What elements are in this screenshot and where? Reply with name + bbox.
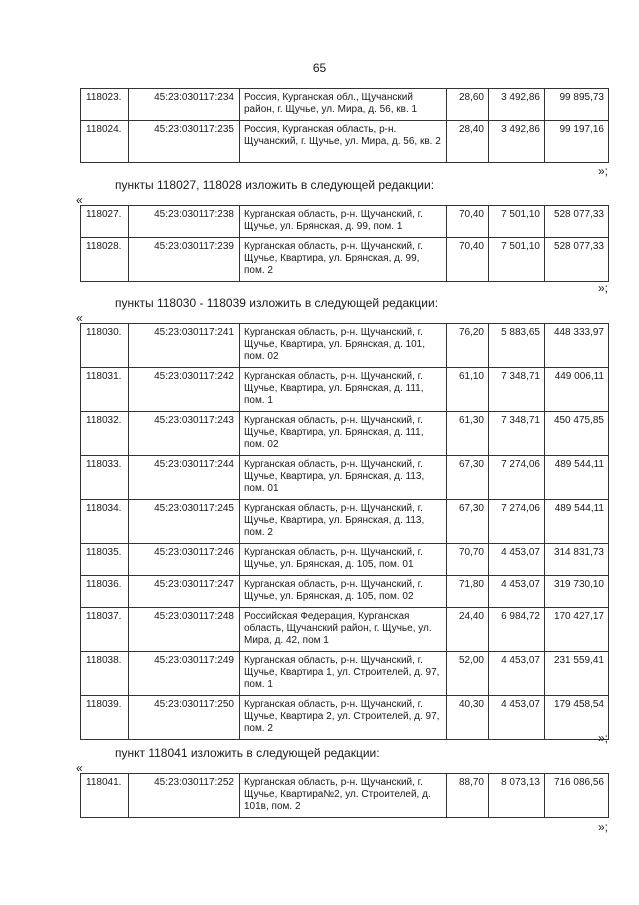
item-number: 118032. xyxy=(81,412,129,456)
price-per-unit: 7 274,06 xyxy=(489,456,545,500)
area: 28,60 xyxy=(447,89,489,121)
item-number: 118027. xyxy=(81,206,129,238)
area: 61,10 xyxy=(447,368,489,412)
property-table xyxy=(80,205,609,282)
property-table xyxy=(80,323,609,740)
opening-quote: « xyxy=(76,193,83,207)
cadastral-number: 45:23:030117:252 xyxy=(129,774,240,818)
opening-quote: « xyxy=(76,311,83,325)
area: 71,80 xyxy=(447,576,489,608)
address: Курганская область, р-н. Щучанский, г. Щучье, Квартира 2, ул. Строителей, д. 97, пом. 2 xyxy=(240,696,447,740)
item-number: 118037. xyxy=(81,608,129,652)
area: 76,20 xyxy=(447,324,489,368)
price-per-unit: 3 492,86 xyxy=(489,89,545,121)
price-per-unit: 4 453,07 xyxy=(489,544,545,576)
item-number: 118041. xyxy=(81,774,129,818)
area: 61,30 xyxy=(447,412,489,456)
total-value: 179 458,54 xyxy=(545,696,609,740)
total-value: 528 077,33 xyxy=(545,206,609,238)
total-value: 449 006,11 xyxy=(545,368,609,412)
price-per-unit: 6 984,72 xyxy=(489,608,545,652)
total-value: 448 333,97 xyxy=(545,324,609,368)
table-row xyxy=(81,500,609,544)
item-number: 118033. xyxy=(81,456,129,500)
price-per-unit: 4 453,07 xyxy=(489,652,545,696)
price-per-unit: 7 501,10 xyxy=(489,206,545,238)
total-value: 314 831,73 xyxy=(545,544,609,576)
item-number: 118036. xyxy=(81,576,129,608)
total-value: 450 475,85 xyxy=(545,412,609,456)
address: Курганская область, р-н. Щучанский, г. Щучье, Квартира, ул. Брянская, д. 99, пом. 2 xyxy=(240,238,447,282)
price-per-unit: 7 274,06 xyxy=(489,500,545,544)
address: Курганская область, р-н. Щучанский, г. Щучье, Квартира, ул. Брянская, д. 111, пом. 02 xyxy=(240,412,447,456)
property-table xyxy=(80,773,609,818)
item-number: 118031. xyxy=(81,368,129,412)
table-row xyxy=(81,696,609,740)
cadastral-number: 45:23:030117:245 xyxy=(129,500,240,544)
address: Россия, Курганская область, р-н. Щучанский, г. Щучье, ул. Мира, д. 56, кв. 2 xyxy=(240,121,447,163)
table-row xyxy=(81,544,609,576)
table-row xyxy=(81,206,609,238)
address: Курганская область, р-н. Щучанский, г. Щучье, ул. Брянская, д. 105, пом. 01 xyxy=(240,544,447,576)
address: Курганская область, р-н. Щучанский, г. Щучье, Квартира№2, ул. Строителей, д. 101в, пом. 2 xyxy=(240,774,447,818)
table-row xyxy=(81,324,609,368)
item-number: 118039. xyxy=(81,696,129,740)
page-number: 65 xyxy=(312,61,327,75)
cadastral-number: 45:23:030117:242 xyxy=(129,368,240,412)
table-row xyxy=(81,238,609,282)
item-number: 118023. xyxy=(81,89,129,121)
table-row xyxy=(81,774,609,818)
item-number: 118034. xyxy=(81,500,129,544)
price-per-unit: 4 453,07 xyxy=(489,696,545,740)
total-value: 489 544,11 xyxy=(545,456,609,500)
address: Курганская область, р-н. Щучанский, г. Щучье, Квартира, ул. Брянская, д. 111, пом. 1 xyxy=(240,368,447,412)
total-value: 99 895,73 xyxy=(545,89,609,121)
area: 67,30 xyxy=(447,456,489,500)
table-row xyxy=(81,608,609,652)
item-number: 118035. xyxy=(81,544,129,576)
total-value: 489 544,11 xyxy=(545,500,609,544)
cadastral-number: 45:23:030117:248 xyxy=(129,608,240,652)
closing-quote: »; xyxy=(597,281,608,295)
total-value: 99 197,16 xyxy=(545,121,609,163)
price-per-unit: 7 348,71 xyxy=(489,368,545,412)
cadastral-number: 45:23:030117:250 xyxy=(129,696,240,740)
price-per-unit: 7 348,71 xyxy=(489,412,545,456)
total-value: 231 559,41 xyxy=(545,652,609,696)
price-per-unit: 7 501,10 xyxy=(489,238,545,282)
table-row xyxy=(81,89,609,121)
amendment-instruction: пункт 118041 изложить в следующей редакции: xyxy=(115,746,380,760)
address: Курганская область, р-н. Щучанский, г. Щучье, Квартира 1, ул. Строителей, д. 97, пом. 1 xyxy=(240,652,447,696)
area: 70,70 xyxy=(447,544,489,576)
amendment-instruction: пункты 118030 - 118039 изложить в следующей редакции: xyxy=(115,296,439,310)
total-value: 170 427,17 xyxy=(545,608,609,652)
cadastral-number: 45:23:030117:239 xyxy=(129,238,240,282)
area: 40,30 xyxy=(447,696,489,740)
area: 88,70 xyxy=(447,774,489,818)
item-number: 118028. xyxy=(81,238,129,282)
amendment-instruction: пункты 118027, 118028 изложить в следующей редакции: xyxy=(115,178,435,192)
cadastral-number: 45:23:030117:247 xyxy=(129,576,240,608)
property-table xyxy=(80,88,609,163)
address: Курганская область, р-н. Щучанский, г. Щучье, Квартира, ул. Брянская, д. 113, пом. 2 xyxy=(240,500,447,544)
table-row xyxy=(81,368,609,412)
total-value: 319 730,10 xyxy=(545,576,609,608)
address: Курганская область, р-н. Щучанский, г. Щучье, Квартира, ул. Брянская, д. 113, пом. 01 xyxy=(240,456,447,500)
total-value: 528 077,33 xyxy=(545,238,609,282)
price-per-unit: 8 073,13 xyxy=(489,774,545,818)
area: 70,40 xyxy=(447,238,489,282)
area: 70,40 xyxy=(447,206,489,238)
area: 67,30 xyxy=(447,500,489,544)
address: Курганская область, р-н. Щучанский, г. Щучье, ул. Брянская, д. 99, пом. 1 xyxy=(240,206,447,238)
cadastral-number: 45:23:030117:244 xyxy=(129,456,240,500)
table-row xyxy=(81,412,609,456)
cadastral-number: 45:23:030117:243 xyxy=(129,412,240,456)
cadastral-number: 45:23:030117:234 xyxy=(129,89,240,121)
price-per-unit: 4 453,07 xyxy=(489,576,545,608)
table-row xyxy=(81,576,609,608)
cadastral-number: 45:23:030117:238 xyxy=(129,206,240,238)
closing-quote: »; xyxy=(597,820,608,834)
area: 24,40 xyxy=(447,608,489,652)
table-row xyxy=(81,456,609,500)
area: 52,00 xyxy=(447,652,489,696)
address: Российская Федерация, Курганская область, Щучанский район, г. Щучье, ул. Мира, д. 42, пом 1 xyxy=(240,608,447,652)
address: Курганская область, р-н. Щучанский, г. Щучье, Квартира, ул. Брянская, д. 101, пом. 02 xyxy=(240,324,447,368)
total-value: 716 086,56 xyxy=(545,774,609,818)
table-row xyxy=(81,652,609,696)
item-number: 118030. xyxy=(81,324,129,368)
item-number: 118024. xyxy=(81,121,129,163)
price-per-unit: 3 492,86 xyxy=(489,121,545,163)
closing-quote: »; xyxy=(597,164,608,178)
area: 28,40 xyxy=(447,121,489,163)
cadastral-number: 45:23:030117:249 xyxy=(129,652,240,696)
price-per-unit: 5 883,65 xyxy=(489,324,545,368)
closing-quote: »; xyxy=(597,731,608,745)
cadastral-number: 45:23:030117:235 xyxy=(129,121,240,163)
address: Россия, Курганская обл., Щучанский район, г. Щучье, ул. Мира, д. 56, кв. 1 xyxy=(240,89,447,121)
address: Курганская область, р-н. Щучанский, г. Щучье, ул. Брянская, д. 105, пом. 02 xyxy=(240,576,447,608)
item-number: 118038. xyxy=(81,652,129,696)
table-row xyxy=(81,121,609,163)
cadastral-number: 45:23:030117:241 xyxy=(129,324,240,368)
cadastral-number: 45:23:030117:246 xyxy=(129,544,240,576)
opening-quote: « xyxy=(76,761,83,775)
